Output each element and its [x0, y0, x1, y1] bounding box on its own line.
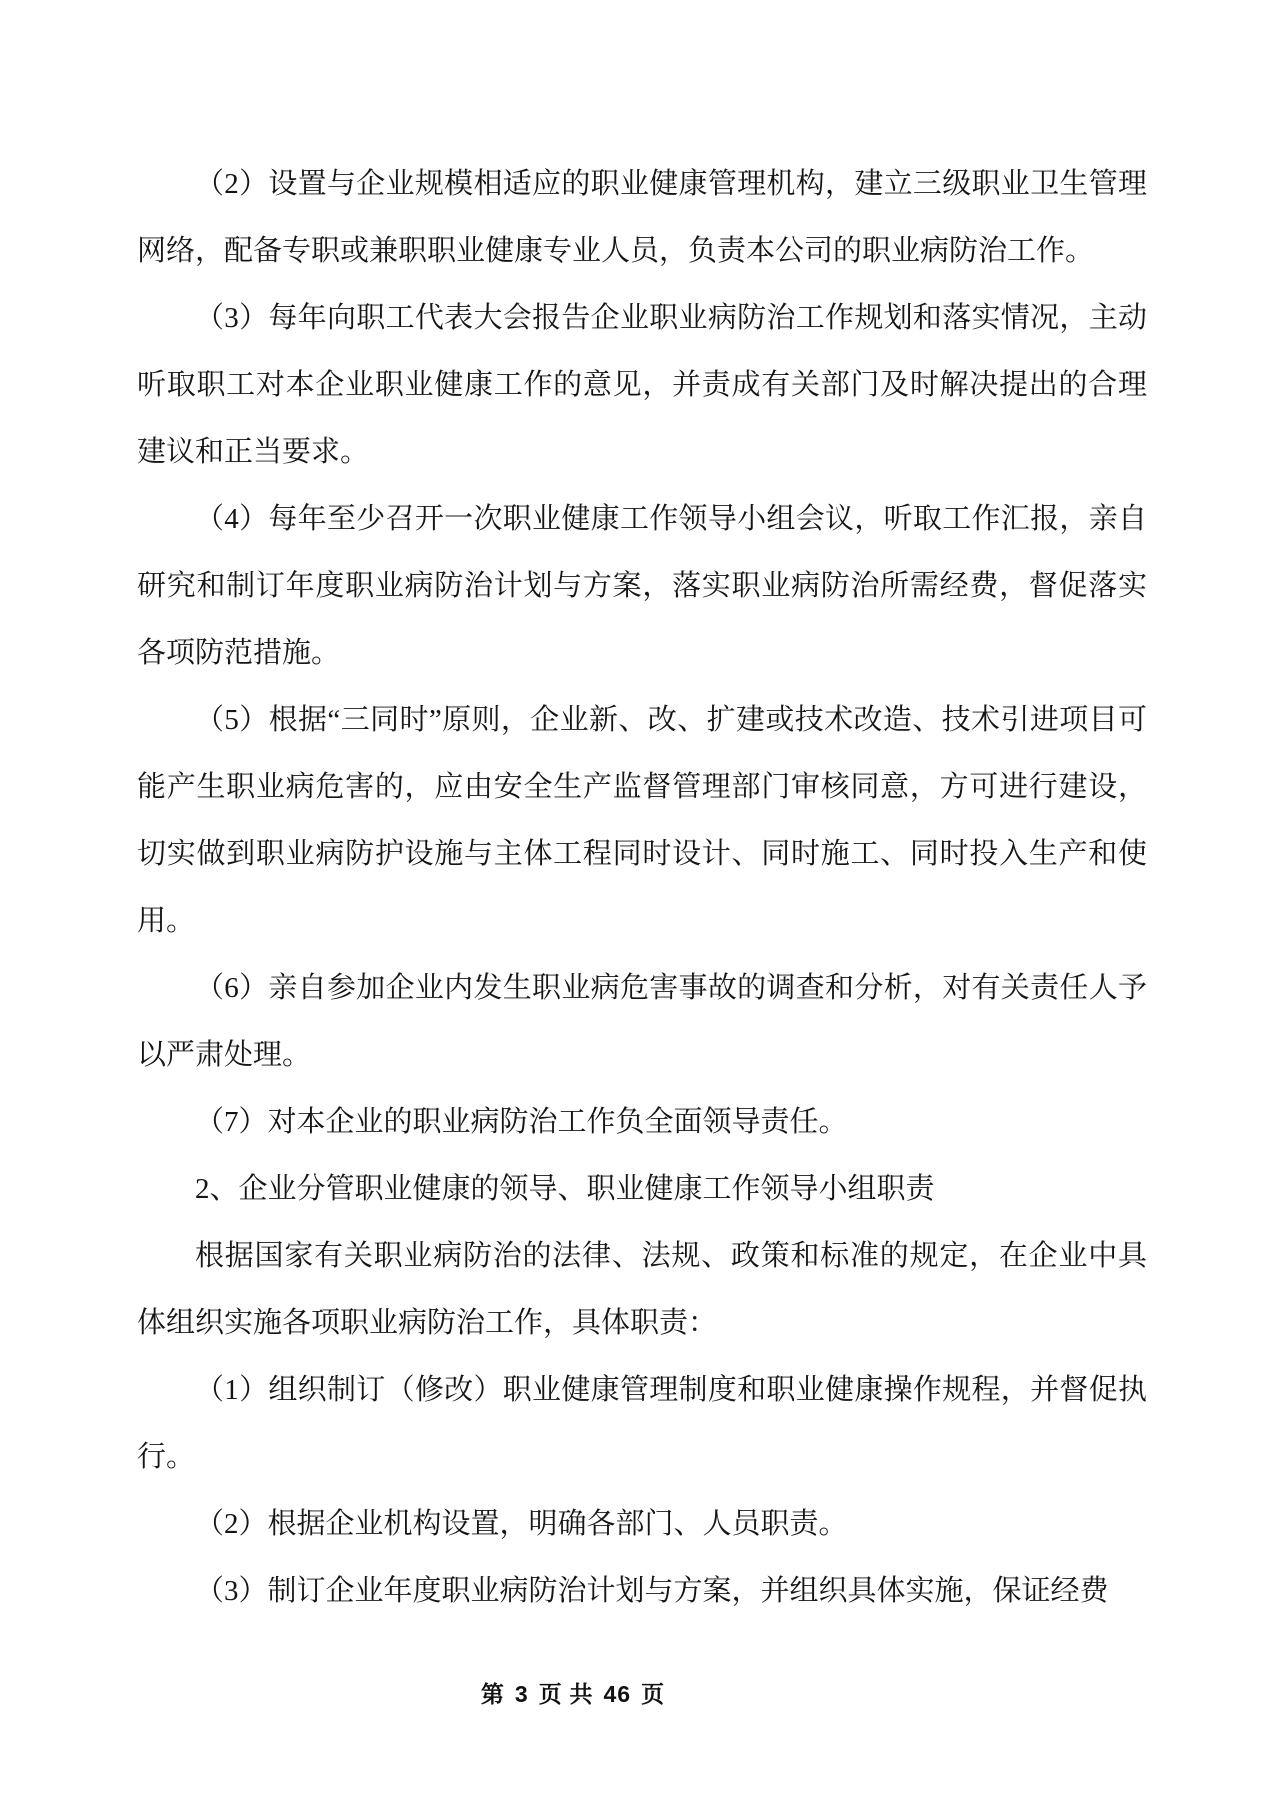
footer-current-page: 3 [514, 1681, 529, 1707]
paragraph-item-4: （4）每年至少召开一次职业健康工作领导小组会议，听取工作汇报，亲自研究和制订年度职业病防治计划与方案，落实职业病防治所需经费，督促落实各项防范措施。 [137, 503, 1147, 669]
paragraph-item-6: （6）亲自参加企业内发生职业病危害事故的调查和分析，对有关责任人予以严肃处理。 [137, 972, 1147, 1071]
duty-item-3: （3）制订企业年度职业病防治计划与方案，并组织具体实施，保证经费 [195, 1575, 1109, 1607]
section-heading-2: 2、企业分管职业健康的领导、职业健康工作领导小组职责 [195, 1173, 935, 1205]
footer-prefix: 第 [480, 1682, 505, 1707]
paragraph-item-3: （3）每年向职工代表大会报告企业职业病防治工作规划和落实情况，主动听取职工对本企业职业健康工作的意见，并责成有关部门及时解决提出的合理建议和正当要求。 [137, 302, 1147, 468]
paragraph-item-2: （2）设置与企业规模相适应的职业健康管理机构，建立三级职业卫生管理网络，配备专职或兼职职业健康专业人员，负责本公司的职业病防治工作。 [137, 168, 1147, 267]
footer-middle: 页 共 [538, 1682, 594, 1707]
footer-suffix: 页 [641, 1682, 666, 1707]
section-intro: 根据国家有关职业病防治的法律、法规、政策和标准的规定，在企业中具体组织实施各项职业病防治工作，具体职责： [137, 1240, 1147, 1339]
paragraph-item-5: （5）根据“三同时”原则，企业新、改、扩建或技术改造、技术引进项目可能产生职业病危害的，应由安全生产监督管理部门审核同意，方可进行建设，切实做到职业病防护设施与主体工程同时设计、同时施工、同时投入生产和使用。 [137, 704, 1147, 937]
footer-total-pages: 46 [603, 1681, 632, 1707]
duty-item-1: （1）组织制订（修改）职业健康管理制度和职业健康操作规程，并督促执行。 [137, 1374, 1147, 1473]
page-number-footer [0, 1676, 1146, 1709]
duty-item-2: （2）根据企业机构设置，明确各部门、人员职责。 [195, 1508, 848, 1540]
paragraph-item-7: （7）对本企业的职业病防治工作负全面领导责任。 [195, 1106, 848, 1138]
document-body [137, 151, 1147, 1625]
